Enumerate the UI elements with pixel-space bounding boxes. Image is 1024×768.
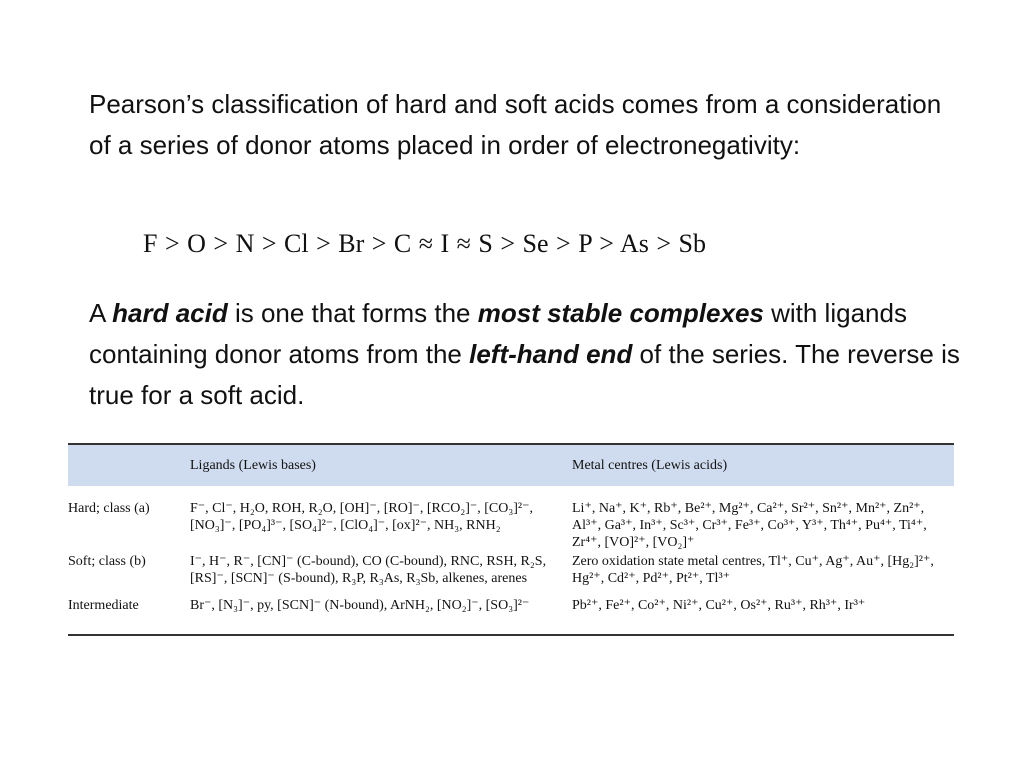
hard-acid-text-1: A (89, 298, 113, 328)
table-header-ligands: Ligands (Lewis bases) (190, 444, 572, 486)
row-ligands: F⁻, Cl⁻, H₂O, ROH, R₂O, [OH]⁻, [RO]⁻, [RCO₂]⁻, [CO₃]²⁻, [NO₃]⁻, [PO₄]³⁻, [SO₄]²⁻, [ClO₄]⁻, [ox]²⁻, NH₃, RNH₂ (190, 501, 533, 533)
hard-acid-text-2: is one that forms the (227, 298, 478, 328)
table-header-row (68, 444, 954, 486)
row-class-label: Soft; class (b) (68, 554, 146, 569)
intro-paragraph: Pearson’s classification of hard and soft acids comes from a consideration of a series of donor atoms placed in order of electronegativity: (89, 89, 942, 160)
row-class-label: Intermediate (68, 587, 190, 635)
row-metal-centres: Li⁺, Na⁺, K⁺, Rb⁺, Be²⁺, Mg²⁺, Ca²⁺, Sr²⁺, Sn²⁺, Mn²⁺, Zn²⁺, Al³⁺, Ga³⁺, In³⁺, Sc³⁺, Cr³⁺, Fe³⁺, Co³⁺, Y³⁺, Th⁴⁺, Pu⁴⁺, Ti⁴⁺, Zr⁴⁺, [VO]²⁺, [VO₂]⁺ (572, 501, 927, 550)
table-row (68, 551, 954, 587)
row-ligands: I⁻, H⁻, R⁻, [CN]⁻ (C-bound), CO (C-bound), RNC, RSH, R₂S, [RS]⁻, [SCN]⁻ (S-bound), R₃P, R₃As, R₃Sb, alkenes, arenes (190, 554, 547, 586)
hard-acid-text-4: of the series. The reverse is true for a soft acid. (89, 339, 960, 410)
hard-acid-term: hard acid (112, 298, 228, 328)
hard-acid-paragraph (89, 293, 969, 416)
row-metal-centres: Zero oxidation state metal centres, Tl⁺, Cu⁺, Ag⁺, Au⁺, [Hg₂]²⁺, Hg²⁺, Cd²⁺, Pd²⁺, Pt²⁺, Tl³⁺ (572, 554, 934, 586)
most-stable-complexes-term: most stable complexes (477, 298, 764, 328)
row-ligands: Br⁻, [N₃]⁻, py, [SCN]⁻ (N-bound), ArNH₂, [NO₂]⁻, [SO₃]²⁻ (190, 587, 572, 635)
hard-acid-text-3: with ligands containing donor atoms from the (89, 298, 907, 369)
table-header-metals: Metal centres (Lewis acids) (572, 444, 954, 486)
table-row (68, 486, 954, 551)
left-hand-end-term: left-hand end (469, 339, 633, 369)
electronegativity-series: F > O > N > Cl > Br > C ≈ I ≈ S > Se > P > As > Sb (143, 229, 706, 258)
row-class-label: Hard; class (a) (68, 501, 150, 516)
row-metal-centres: Pb²⁺, Fe²⁺, Co²⁺, Ni²⁺, Cu²⁺, Os²⁺, Ru³⁺, Rh³⁺, Ir³⁺ (572, 587, 954, 635)
hsab-table (68, 443, 954, 636)
table-row (68, 587, 954, 635)
table-header-class (68, 444, 190, 486)
